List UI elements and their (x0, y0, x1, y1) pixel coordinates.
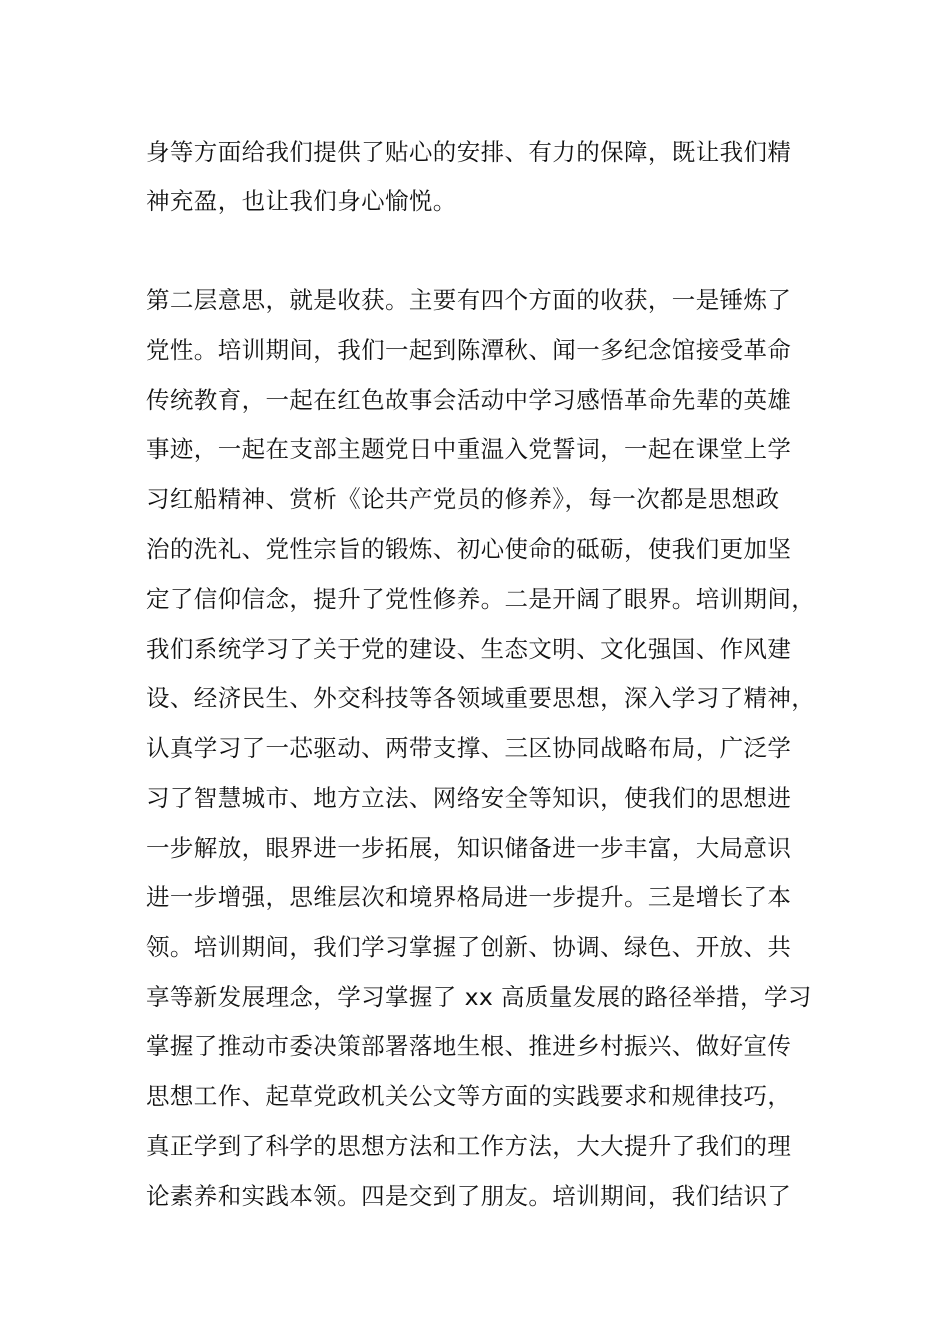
p1-line-1: 身等方面给我们提供了贴心的安排、有力的保障，既让我们精 (146, 138, 792, 166)
p2-line-11: 习了智慧城市、地方立法、网络安全等知识，使我们的思想进 (146, 784, 792, 812)
p2-line-5: 习红船精神、赏析《论共产党员的修养》，每一次都是思想政 (146, 485, 780, 513)
p2-line-8: 我们系统学习了关于党的建设、生态文明、文化强国、作风建 (146, 635, 792, 663)
p2-line-2: 党性。培训期间，我们一起到陈潭秋、闻一多纪念馆接受革命 (146, 336, 792, 364)
p2-line-1: 第二层意思，就是收获。主要有四个方面的收获，一是锤炼了 (146, 286, 792, 314)
p2-line-14: 领。培训期间，我们学习掌握了创新、协调、绿色、开放、共 (146, 933, 792, 961)
p2-line-7: 定了信仰信念，提升了党性修养。二是开阔了眼界。培训期间， (146, 585, 816, 613)
p2-line-9: 设、经济民生、外交科技等各领域重要思想，深入学习了精神， (146, 684, 816, 712)
p2-line-18: 真正学到了科学的思想方法和工作方法，大大提升了我们的理 (146, 1132, 792, 1160)
p2-line-10: 认真学习了一芯驱动、两带支撑、三区协同战略布局，广泛学 (146, 734, 792, 762)
p2-line-19: 论素养和实践本领。四是交到了朋友。培训期间，我们结识了 (146, 1182, 792, 1210)
p2-line-6: 治的洗礼、党性宗旨的锻炼、初心使命的砥砺，使我们更加坚 (146, 535, 792, 563)
p2-line-15: 享等新发展理念，学习掌握了 xx 高质量发展的路径举措，学习 (146, 983, 812, 1011)
p2-line-3: 传统教育，一起在红色故事会活动中学习感悟革命先辈的英雄 (146, 386, 792, 414)
p2-line-12: 一步解放，眼界进一步拓展，知识储备进一步丰富，大局意识 (146, 834, 792, 862)
p2-line-13: 进一步增强，思维层次和境界格局进一步提升。三是增长了本 (146, 883, 792, 911)
p2-line-4: 事迹，一起在支部主题党日中重温入党誓词，一起在课堂上学 (146, 435, 792, 463)
p2-line-17: 思想工作、起草党政机关公文等方面的实践要求和规律技巧， (146, 1082, 792, 1110)
p1-line-2: 神充盈，也让我们身心愉悦。 (146, 187, 457, 215)
p2-line-16: 掌握了推动市委决策部署落地生根、推进乡村振兴、做好宣传 (146, 1032, 792, 1060)
